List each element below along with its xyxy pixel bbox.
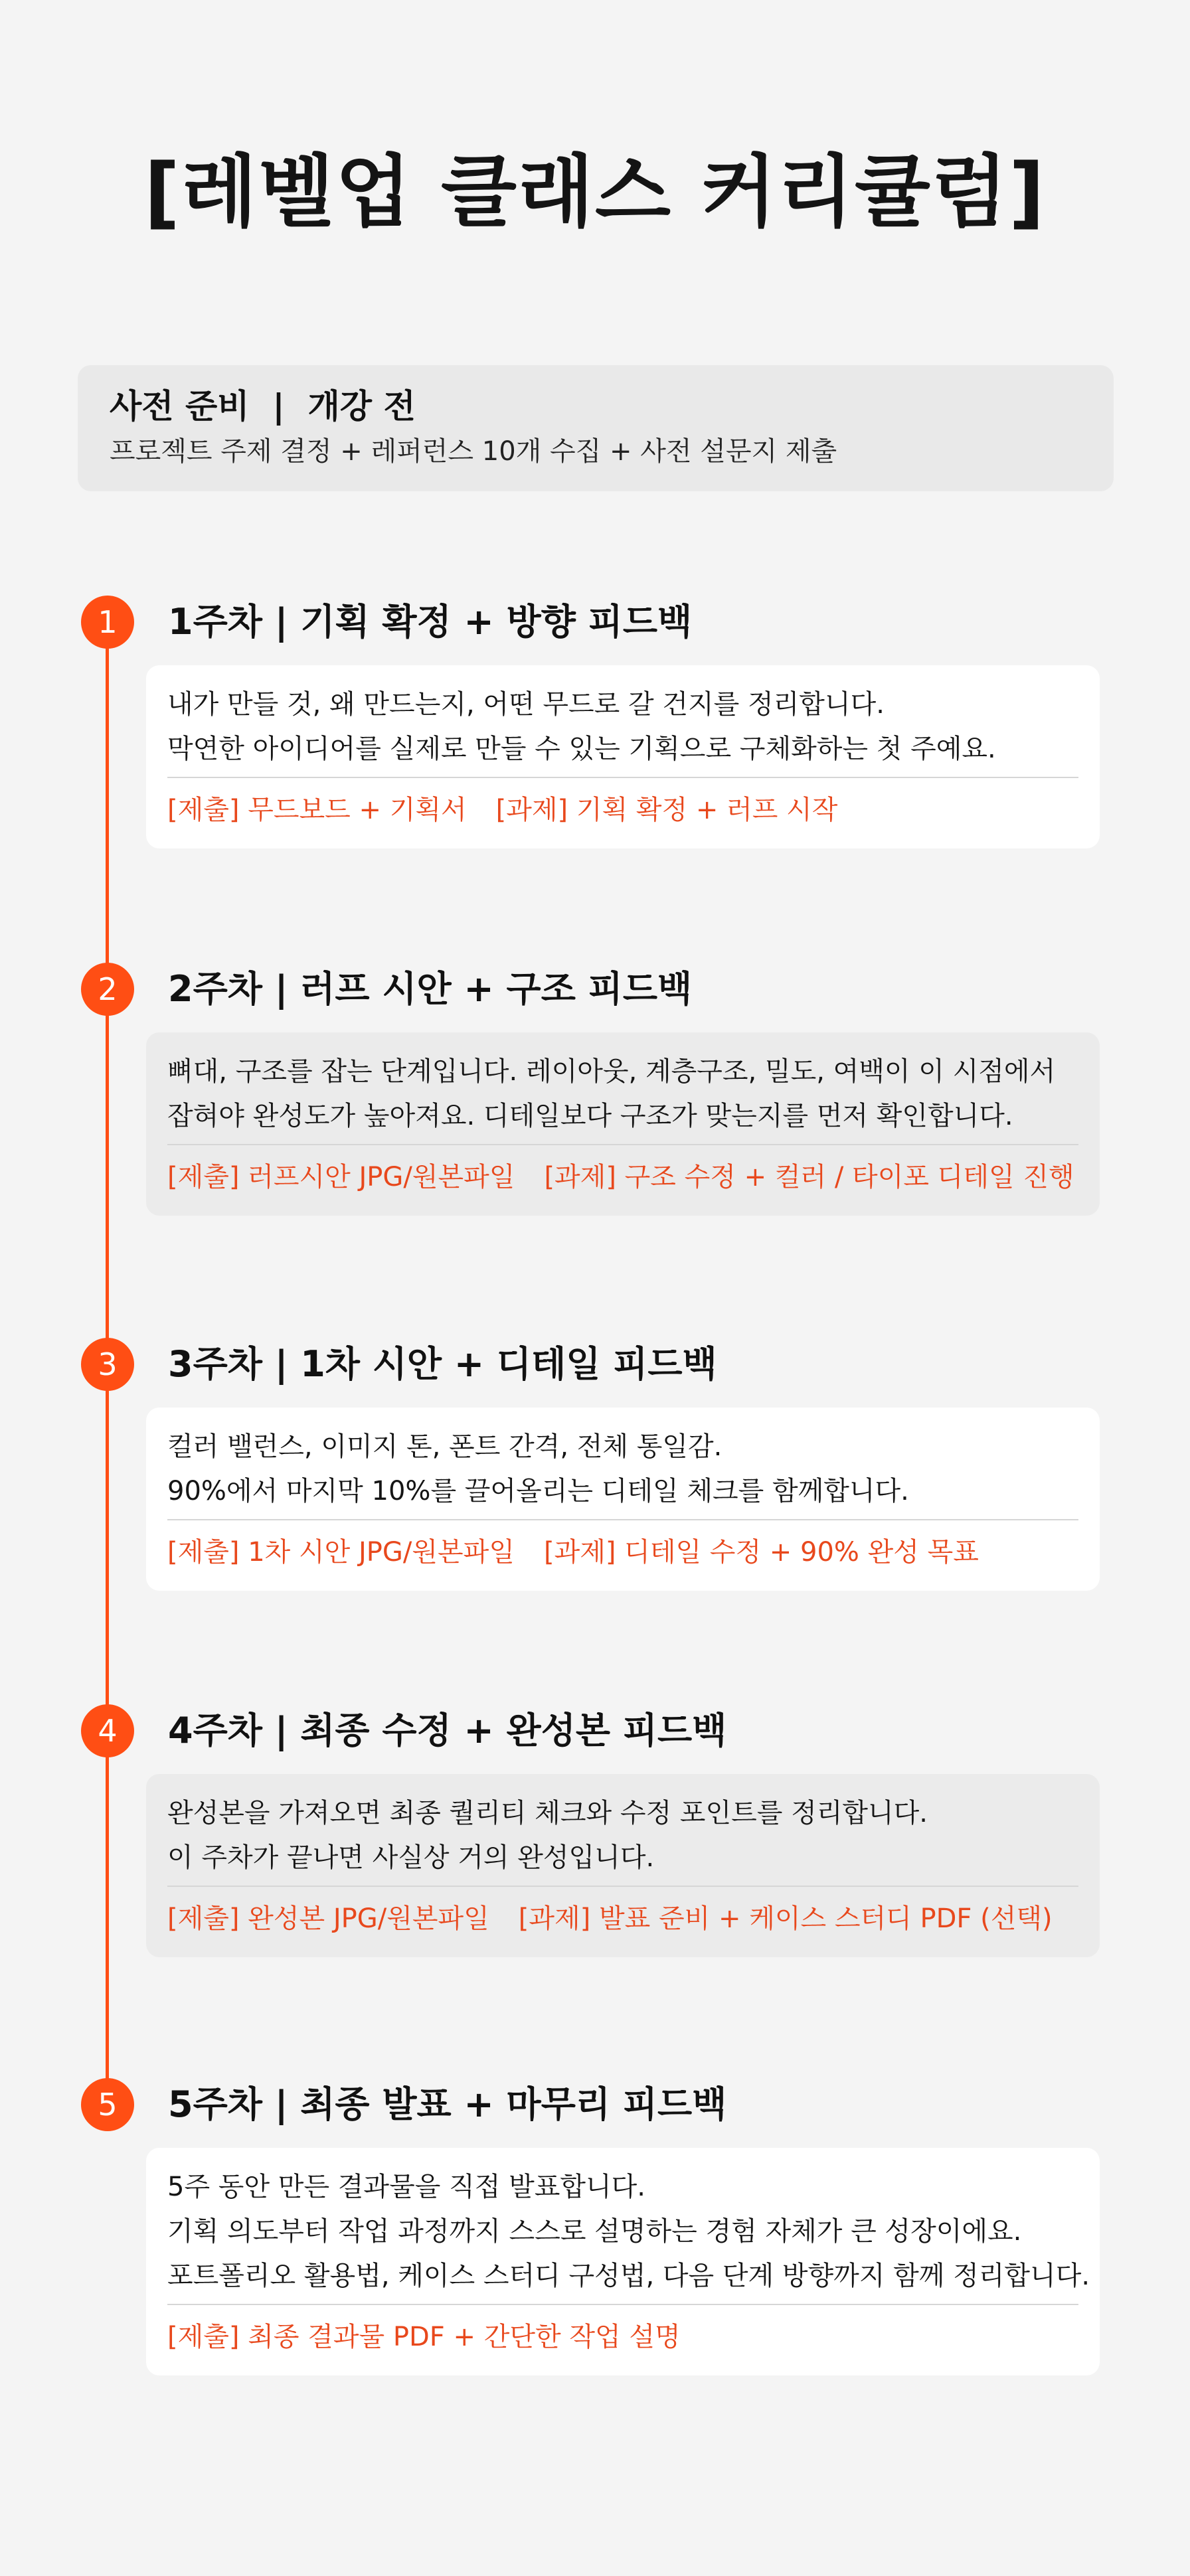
week-number-badge: 1 (81, 596, 134, 649)
pre-class-description: 프로젝트 주제 결정 + 레퍼런스 10개 수집 + 사전 설문지 제출 (110, 436, 837, 467)
week-description-line: 막연한 아이디어를 실제로 만들 수 있는 기획으로 구체화하는 첫 주예요. (167, 734, 996, 764)
week-description-line: 5주 동안 만든 결과물을 직접 발표합니다. (167, 2172, 645, 2202)
submit-tag: [제출] 무드보드 + 기획서 (167, 795, 467, 825)
week-title: 5주차 | 최종 발표 + 마무리 피드백 (168, 2083, 727, 2125)
week-card (146, 665, 1100, 848)
week-description-line: 90%에서 마지막 10%를 끌어올리는 디테일 체크를 함께합니다. (167, 1476, 909, 1506)
week-tags (167, 1899, 1078, 1939)
week-card (146, 1408, 1100, 1591)
week-tags (167, 1157, 1078, 1197)
week-description-line: 내가 만들 것, 왜 만드는지, 어떤 무드로 갈 건지를 정리합니다. (167, 689, 885, 720)
week-description-line: 기획 의도부터 작업 과정까지 스스로 설명하는 경험 자체가 큰 성장이에요. (167, 2216, 1022, 2247)
submit-tag: [제출] 최종 결과물 PDF + 간단한 작업 설명 (167, 2322, 681, 2352)
week-card (146, 2148, 1100, 2375)
week-card (146, 1774, 1100, 1957)
week-tags (167, 790, 1078, 830)
week-description-line: 포트폴리오 활용법, 케이스 스터디 구성법, 다음 단계 방향까지 함께 정리합니다. (167, 2261, 1090, 2291)
week-number-badge: 5 (81, 2078, 134, 2131)
divider (167, 777, 1078, 778)
divider (167, 1144, 1078, 1145)
task-tag: [과제] 디테일 수정 + 90% 완성 목표 (543, 1537, 979, 1568)
submit-tag: [제출] 러프시안 JPG/원본파일 (167, 1162, 515, 1192)
week-tags (167, 2317, 1078, 2357)
week-title: 1주차 | 기획 확정 + 방향 피드백 (168, 601, 693, 643)
divider (167, 1886, 1078, 1887)
week-tags (167, 1532, 1078, 1572)
divider (167, 2304, 1078, 2305)
submit-tag: [제출] 1차 시안 JPG/원본파일 (167, 1537, 515, 1568)
task-tag: [과제] 발표 준비 + 케이스 스터디 PDF (선택) (518, 1903, 1053, 1934)
week-description-line: 잡혀야 완성도가 높아져요. 디테일보다 구조가 맞는지를 먼저 확인합니다. (167, 1101, 1013, 1131)
week-title: 3주차 | 1차 시안 + 디테일 피드백 (168, 1343, 717, 1385)
week-description-line: 뼈대, 구조를 잡는 단계입니다. 레이아웃, 계층구조, 밀도, 여백이 이 시점에서 (167, 1056, 1056, 1087)
task-tag: [과제] 기획 확정 + 러프 시작 (495, 795, 838, 825)
task-tag: [과제] 구조 수정 + 컬러 / 타이포 디테일 진행 (544, 1162, 1074, 1192)
page-title: [레벨업 클래스 커리큘럼] (144, 146, 1046, 238)
pre-class-title: 사전 준비 | 개강 전 (110, 387, 416, 426)
week-title: 2주차 | 러프 시안 + 구조 피드백 (168, 968, 693, 1010)
week-description-line: 컬러 밸런스, 이미지 톤, 폰트 간격, 전체 통일감. (167, 1431, 722, 1462)
divider (167, 1519, 1078, 1520)
week-number-badge: 4 (81, 1704, 134, 1757)
pre-class-box (78, 365, 1114, 491)
week-description-line: 이 주차가 끝나면 사실상 거의 완성입니다. (167, 1842, 655, 1873)
week-number-badge: 2 (81, 963, 134, 1016)
week-title: 4주차 | 최종 수정 + 완성본 피드백 (168, 1710, 727, 1751)
submit-tag: [제출] 완성본 JPG/원본파일 (167, 1903, 489, 1934)
week-description-line: 완성본을 가져오면 최종 퀄리티 체크와 수정 포인트를 정리합니다. (167, 1798, 928, 1828)
week-card (146, 1032, 1100, 1216)
week-number-badge: 3 (81, 1338, 134, 1391)
